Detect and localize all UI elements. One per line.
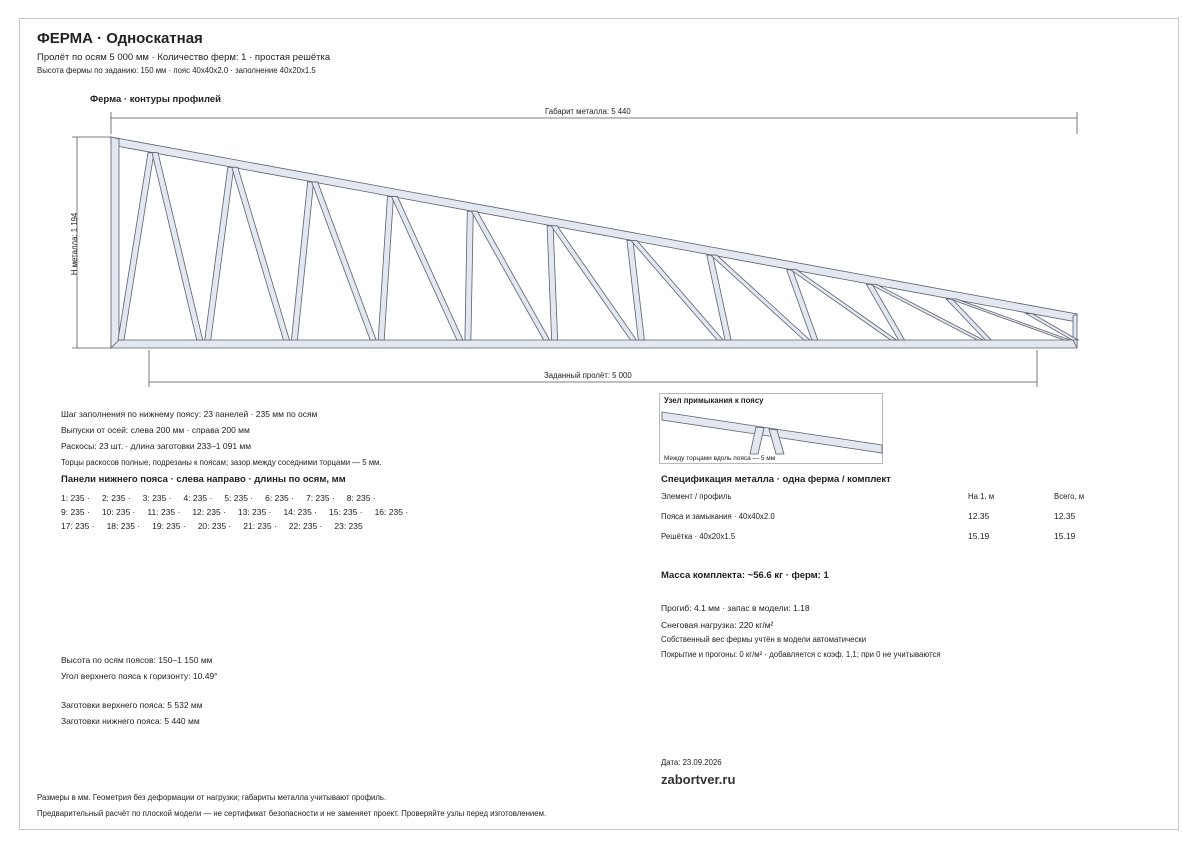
spec-title: Спецификация металла · одна ферма / комплект	[661, 474, 891, 485]
panel-item: 23: 235	[334, 521, 363, 531]
web-brace	[291, 182, 313, 340]
span-dimension-label: Заданный пролёт: 5 000	[544, 371, 632, 380]
spec-row-1-total: 12.35	[1054, 511, 1076, 521]
panels-list	[61, 491, 441, 533]
panel-item: 15: 235 ·	[329, 507, 363, 517]
footer-date: Дата: 23.09.2026	[661, 758, 722, 767]
node-detail-note: Между торцами вдоль пояса — 5 мм	[664, 455, 776, 462]
web-brace	[232, 167, 290, 340]
panel-item: 17: 235 ·	[61, 521, 95, 531]
panel-item: 16: 235 ·	[374, 507, 409, 517]
info-ends-note: Торцы раскосов полные, подрезаны к поясам; зазор между соседними торцами — 5 мм.	[61, 458, 382, 467]
spec-header-per-one: На 1, м	[968, 492, 995, 501]
load-roofing: Покрытие и прогоны: 0 кг/м² · добавляется с коэф. 1,1; при 0 не учитываются	[661, 650, 941, 659]
truss-members	[111, 137, 1078, 348]
web-brace	[627, 240, 644, 340]
panel-item: 9: 235 ·	[61, 507, 90, 517]
panel-item: 14: 235 ·	[283, 507, 317, 517]
web-brace	[378, 197, 393, 340]
panel-item: 2: 235 ·	[101, 493, 131, 503]
panel-item: 13: 235 ·	[237, 507, 272, 517]
geometry-heights: Высота по осям поясов: 150–1 150 мм	[61, 655, 213, 665]
geometry-angle: Угол верхнего пояса к горизонту: 10.49°	[61, 671, 218, 681]
web-brace	[312, 182, 377, 340]
panel-item: 4: 235 ·	[183, 493, 213, 503]
panel-item: 6: 235 ·	[265, 493, 294, 503]
footer-brand: zabortver.ru	[661, 772, 736, 787]
panel-item: 21: 235 ·	[243, 521, 277, 531]
panel-item: 8: 235 ·	[346, 493, 376, 503]
panel-item: 11: 235 ·	[147, 507, 181, 517]
info-braces: Раскосы: 23 шт. · длина заготовки 233–1 091 мм	[61, 441, 252, 451]
panel-item: 5: 235 ·	[224, 493, 254, 503]
spec-row-2-per-one: 15.19	[968, 531, 990, 541]
spec-row-2-element: Решётка · 40х20х1.5	[661, 532, 736, 541]
panel-item: 7: 235 ·	[305, 493, 335, 503]
drawing-title: Ферма · контуры профилей	[90, 94, 222, 105]
panel-item: 1: 235 ·	[61, 493, 90, 503]
load-self-weight: Собственный вес фермы учтён в модели автоматически	[661, 635, 867, 644]
web-brace	[118, 153, 154, 340]
web-brace	[465, 211, 473, 340]
page-subtitle: Пролёт по осям 5 000 мм · Количество ферм: 1 · простая решётка	[37, 52, 331, 63]
page-title: ФЕРМА · Односкатная	[37, 30, 203, 47]
footer-note-2: Предварительный расчёт по плоской модели — не сертификат безопасности и не заменяет проект. Проверяйте узлы перед изготовлением.	[37, 809, 547, 818]
spec-row-1-per-one: 12.35	[968, 511, 990, 521]
web-brace	[866, 284, 904, 340]
spec-row-2-total: 15.19	[1054, 531, 1076, 541]
spec-header-total: Всего, м	[1054, 492, 1085, 501]
spec-header-element: Элемент / профиль	[661, 492, 732, 501]
spec-row-1-element: Пояса и замыкания · 40х40х2.0	[661, 512, 775, 521]
height-dimension-label: H металла: 1 194	[70, 212, 80, 276]
load-snow: Снеговая нагрузка: 220 кг/м²	[661, 620, 774, 630]
node-detail-inset	[659, 393, 883, 464]
node-detail-title: Узел примыкания к поясу	[664, 396, 764, 405]
geometry-top-blanks: Заготовки верхнего пояса: 5 532 мм	[61, 700, 203, 710]
web-brace	[547, 226, 558, 340]
panel-item: 22: 235 ·	[288, 521, 323, 531]
geometry-bottom-blanks: Заготовки нижнего пояса: 5 440 мм	[61, 716, 200, 726]
panel-item: 19: 235 ·	[152, 521, 186, 531]
page-params: Высота фермы по заданию: 150 мм · пояс 40х40х2.0 · заполнение 40х20х1.5	[37, 66, 316, 75]
overall-dimension-label: Габарит металла: 5 440	[545, 107, 631, 116]
panel-item: 12: 235 ·	[192, 507, 226, 517]
info-step: Шаг заполнения по нижнему поясу: 23 панелей · 235 мм по осям	[61, 409, 318, 419]
panel-item: 3: 235 ·	[142, 493, 172, 503]
load-deflection: Прогиб: 4.1 мм · запас в модели: 1.18	[661, 603, 810, 613]
web-brace	[152, 153, 203, 340]
web-brace	[205, 167, 234, 340]
bottom-chord	[111, 340, 1077, 348]
web-brace	[787, 270, 818, 340]
left-end-post	[111, 137, 119, 348]
panel-item: 10: 235 ·	[101, 507, 136, 517]
panel-item: 20: 235 ·	[197, 521, 232, 531]
panel-item: 18: 235 ·	[106, 521, 141, 531]
panels-title: Панели нижнего пояса · слева направо · длины по осям, мм	[61, 474, 346, 485]
web-brace	[391, 197, 462, 340]
web-brace	[551, 226, 636, 340]
footer-note-1: Размеры в мм. Геометрия без деформации от нагрузки; габариты металла учитывают профиль.	[37, 793, 387, 802]
info-overhangs: Выпуски от осей: слева 200 мм · справа 200 мм	[61, 425, 250, 435]
web-brace	[471, 211, 549, 340]
spec-mass: Масса комплекта: ~56.6 кг · ферм: 1	[661, 570, 829, 581]
